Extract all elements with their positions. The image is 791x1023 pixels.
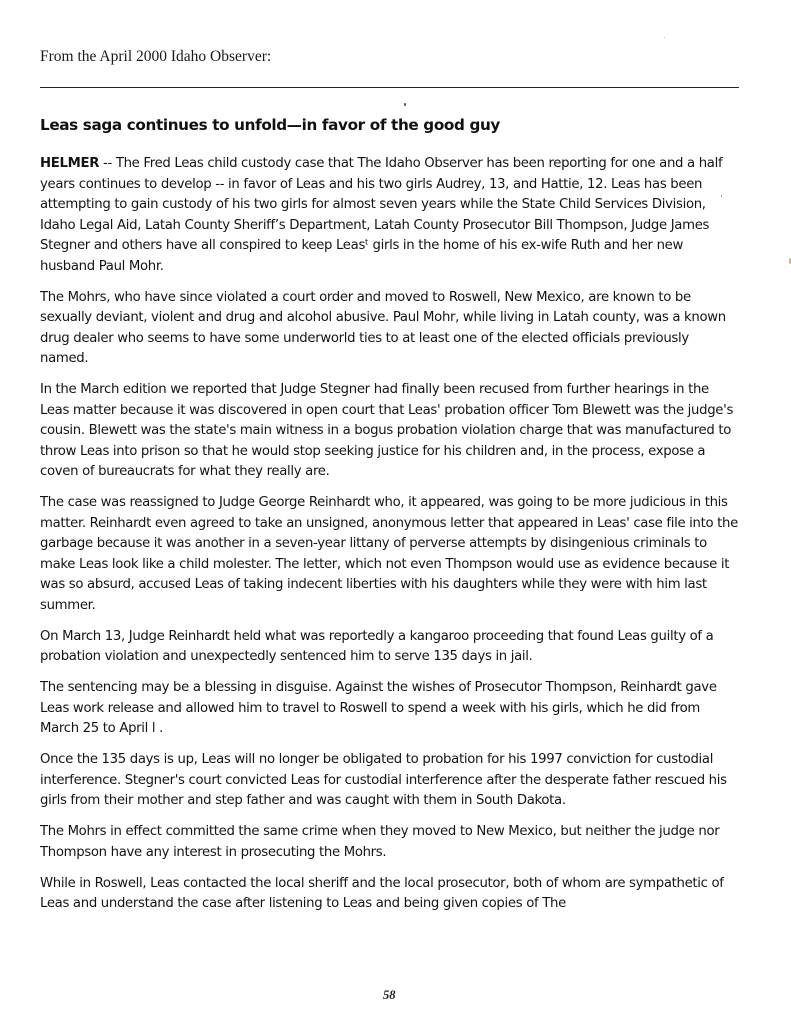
article-paragraph: Once the 135 days is up, Leas will no longer be obligated to probation for his 1997 conviction for custodial interference. Stegner's court convicted Leas for custodial interference after the desperate father rescued his girls from their mother and step father and was caught with them in South Dakota. [40,752,727,808]
horizontal-rule [40,87,739,88]
article-paragraph: The Mohrs, who have since violated a court order and moved to Roswell, New Mexico, are known to be sexually deviant, violent and drug and alcohol abusive. Paul Mohr, while living in Latah county, was a known drug dealer who seems to have some underworld ties to at least one of the elected officials previously named. [40,289,726,366]
scan-speck [664,37,665,38]
article-paragraph: The Mohrs in effect committed the same crime when they moved to New Mexico, but neither the judge nor Thompson have any interest in prosecuting the Mohrs. [40,824,720,860]
source-line: From the April 2000 Idaho Observer: [40,48,272,65]
article-paragraph: The sentencing may be a blessing in disguise. Against the wishes of Prosecutor Thompson, Reinhardt gave Leas work release and allowed him to travel to Roswell to spend a week with his girls, which he did from March 25 to April l . [40,680,717,736]
paragraph-text: -- The Fred Leas child custody case that The Idaho Observer has been reporting for one and a half years continues to develop -- in favor of Leas and his two girls Audrey, 13, and Hattie, 12. Leas has been attempting to gain custody of his two girls for almost seven years while the State Child Services Division, Idaho Legal Aid, Latah County Sheriff’s Department, Latah County Prosecutor Bill Thompson, Judge James Stegner and others have all conspired to keep Leasᵗ girls in the home of his ex-wife Ruth and her new husband Paul Mohr. [40,156,723,274]
article-paragraph: In the March edition we reported that Judge Stegner had finally been recused from further hearings in the Leas matter because it was discovered in open court that Leas' probation officer Tom Blewett was the judge's cousin. Blewett was the state's main witness in a bogus probation violation charge that was manufactured to throw Leas into prison so that he would stop seeking justice for his children and, in the process, expose a coven of bureaucrats for what they really are. [40,382,734,479]
page-number: 58 [383,988,396,1002]
article-body [40,154,740,925]
article-headline: Leas saga continues to unfold—in favor of the good guy [40,116,500,134]
article-paragraph: The case was reassigned to Judge George Reinhardt who, it appeared, was going to be more judicious in this matter. Reinhardt even agreed to take an unsigned, anonymous letter that appeared in Leas' case file into the garbage because it was another in a seven-year littany of perverse attempts by disingenious criminals to make Leas look like a child molester. The letter, which not even Thompson would use as evidence because it was so absurd, accused Leas of taking indecent liberties with his daughters while they were with him last summer. [40,495,738,613]
dateline: HELMER [40,156,100,171]
article-paragraph [40,154,740,277]
scan-speck [404,103,406,106]
article-paragraph: While in Roswell, Leas contacted the local sheriff and the local prosecutor, both of whom are sympathetic of Leas and understand the case after listening to Leas and being given copies of The [40,875,724,911]
article-paragraph: On March 13, Judge Reinhardt held what was reportedly a kangaroo proceeding that found Leas guilty of a probation violation and unexpectedly sentenced him to serve 135 days in jail. [40,628,714,664]
